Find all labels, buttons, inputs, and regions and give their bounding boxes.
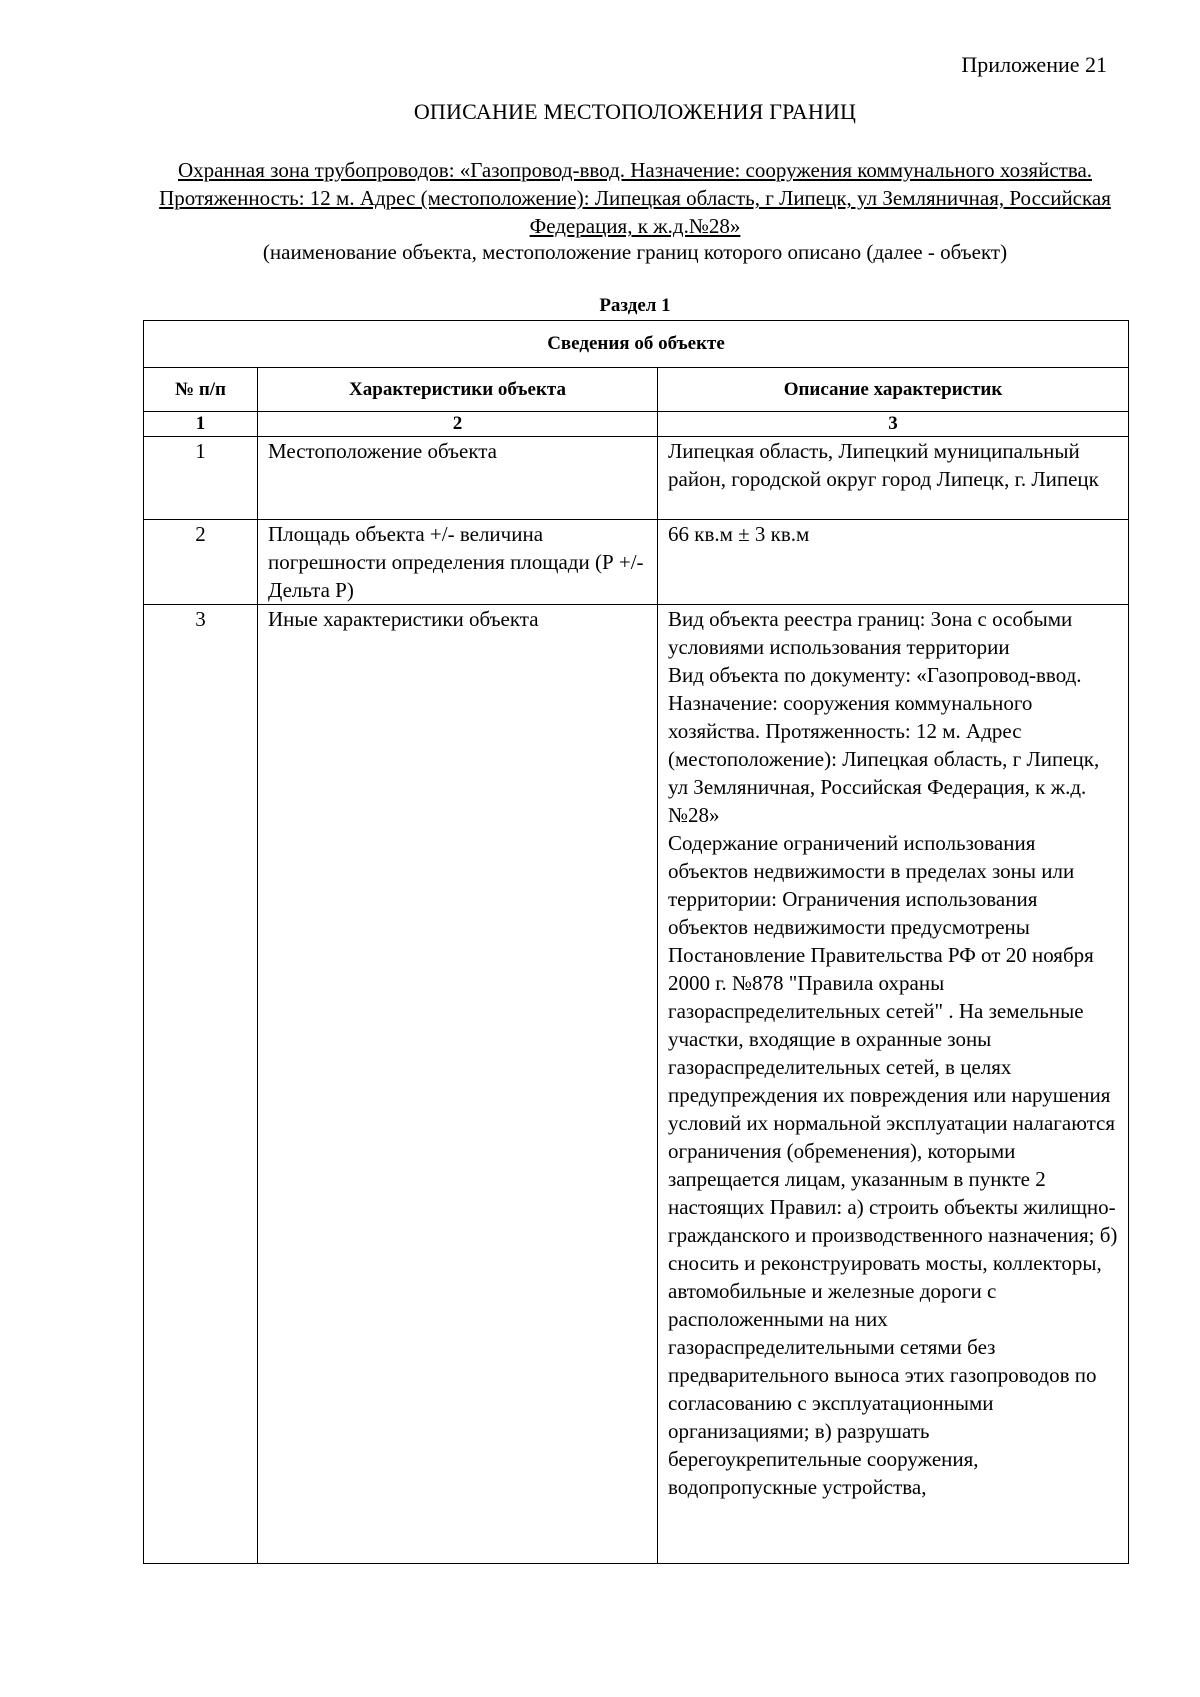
row-number: 2 (144, 520, 258, 605)
row-description: 66 кв.м ± 3 кв.м (658, 520, 1129, 605)
appendix-label: Приложение 21 (961, 52, 1107, 77)
table-row (144, 605, 1129, 1564)
table-header-row (144, 368, 1129, 412)
table-caption: Сведения об объекте (144, 321, 1129, 368)
table-row (144, 520, 1129, 605)
header-description: Описание характеристик (658, 368, 1129, 412)
section-label: Раздел 1 (599, 295, 671, 316)
object-name: Охранная зона трубопроводов: «Газопровод-ввод. Назначение: сооружения коммунального хозяйства. Протяженность: 12 м. Адрес (местоположение): Липецкая область, г Липецк, ул Земляничная, Российская Федерация, к ж.д.№28» (159, 158, 1111, 238)
row-description: Вид объекта реестра границ: Зона с особыми условиями использования территории Вид объекта по документу: «Газопровод-ввод. Назначение: сооружения коммунального хозяйства. Протяженность: 12 м. Адрес (местоположение): Липецкая область, г Липецк, ул Земляничная, Российская Федерация, к ж.д.№28» Содержание ограничений использования объектов недвижимости в пределах зоны или территории: Ограничения использования объектов недвижимости предусмотрены Постановление Правительства РФ от 20 ноября 2000 г. №878 "Правила охраны газораспределительных сетей" . На земельные участки, входящие в охранные зоны газораспределительных сетей, в целях предупреждения их повреждения или нарушения условий их нормальной эксплуатации налагаются ограничения (обременения), которыми запрещается лицам, указанным в пункте 2 настоящих Правил: а) строить объекты жилищно-гражданского и производственного назначения; б) сносить и реконструировать мосты, коллекторы, автомобильные и железные дороги с расположенными на них газораспределительными сетями без предварительного выноса этих газопроводов по согласованию с эксплуатационными организациями; в) разрушать берегоукрепительные сооружения, водопропускные устройства, (658, 605, 1129, 1564)
row-characteristic: Площадь объекта +/- величина погрешности определения площади (Р +/- Дельта Р) (258, 520, 658, 605)
column-number: 3 (658, 412, 1129, 437)
column-number: 1 (144, 412, 258, 437)
document-title: ОПИСАНИЕ МЕСТОПОЛОЖЕНИЯ ГРАНИЦ (413, 99, 857, 124)
column-number: 2 (258, 412, 658, 437)
row-number: 3 (144, 605, 258, 1564)
row-description: Липецкая область, Липецкий муниципальный район, городской округ город Липецк, г. Липецк (658, 437, 1129, 520)
table-row (144, 437, 1129, 520)
row-characteristic: Иные характеристики объекта (258, 605, 658, 1564)
object-info-table (143, 320, 1129, 1564)
header-number: № п/п (144, 368, 258, 412)
header-characteristic: Характеристики объекта (258, 368, 658, 412)
table-caption-row (144, 321, 1129, 368)
row-characteristic: Местоположение объекта (258, 437, 658, 520)
object-name-note: (наименование объекта, местоположение границ которого описано (далее - объект) (262, 240, 1008, 264)
row-number: 1 (144, 437, 258, 520)
column-number-row (144, 412, 1129, 437)
